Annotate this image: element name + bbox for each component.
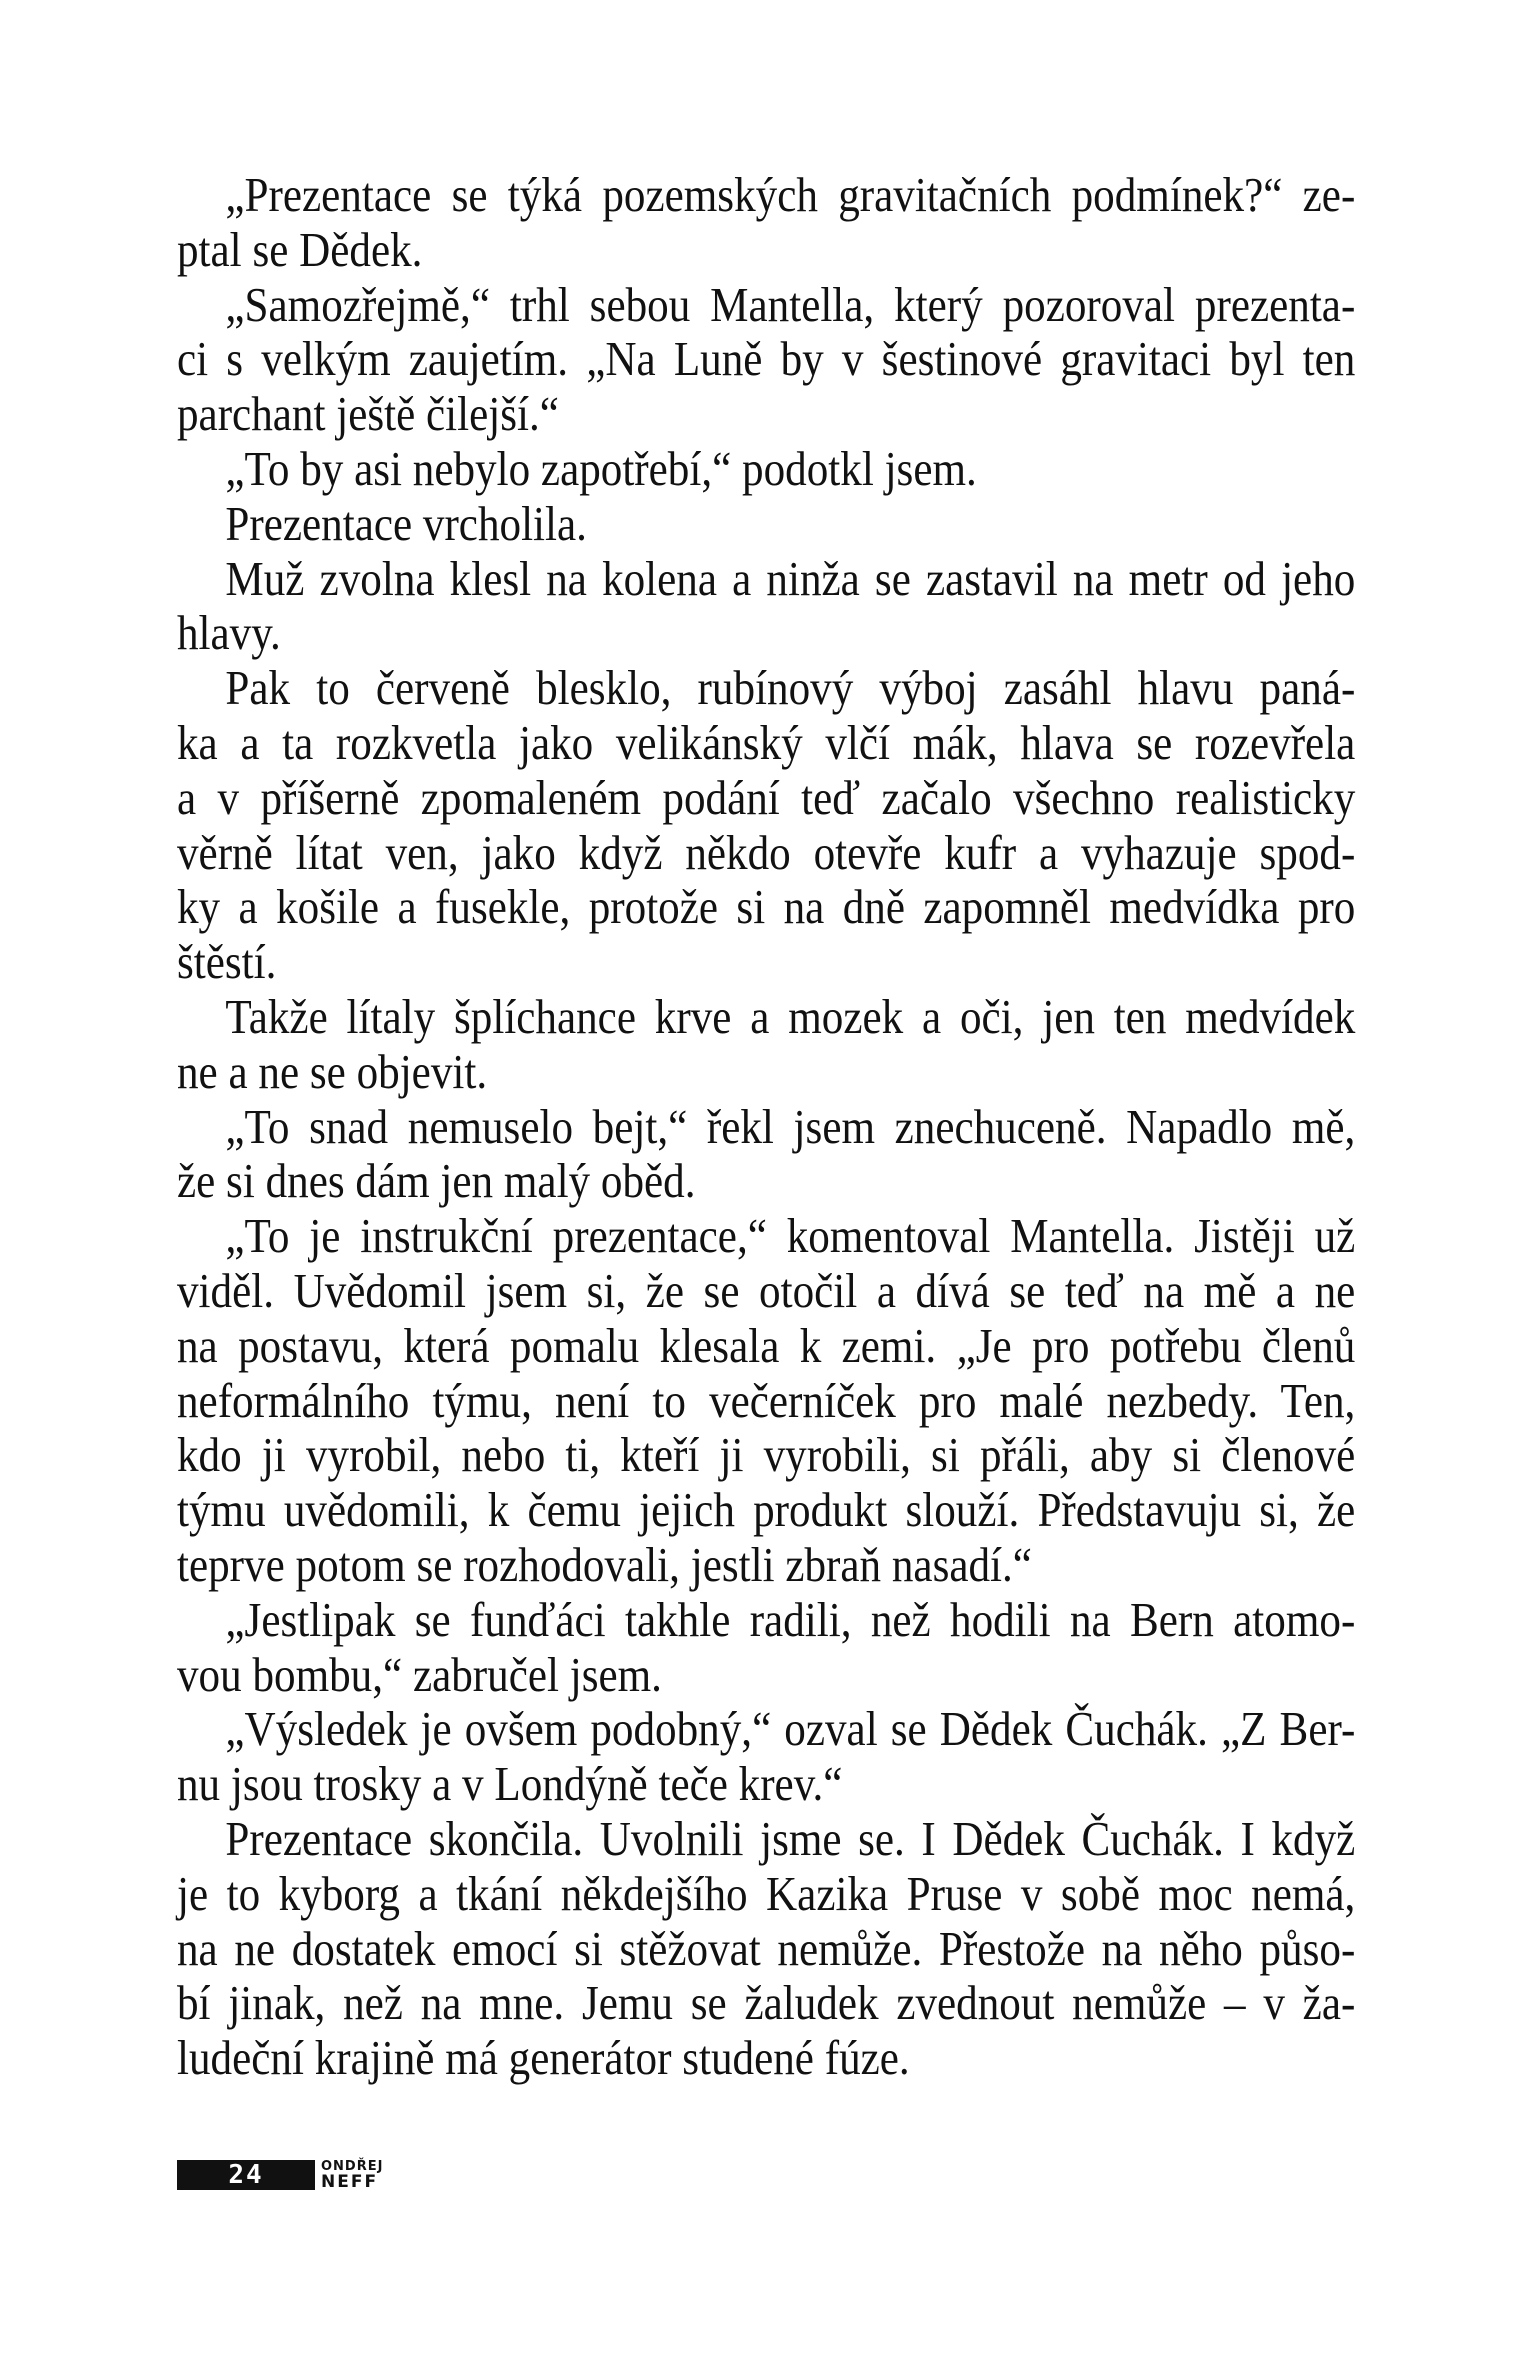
text-line: „To je instrukční prezentace,“ komentoval Mantella. Jistěji už [225,1208,1356,1264]
text-line: viděl. Uvědomil jsem si, že se otočil a dívá se teď na mě a ne [177,1262,1356,1318]
text-line: Pak to červeně blesklo, rubínový výboj zasáhl hlavu paná- [225,660,1356,716]
text-line: Muž zvolna klesl na kolena a ninža se zastavil na metr od jeho [225,550,1356,606]
text-line: na postavu, která pomalu klesala k zemi. „Je pro potřebu členů [177,1317,1356,1373]
text-line: Takže lítaly šplíchance krve a mozek a oči, jen ten medvídek [225,988,1356,1044]
text-line: ka a ta rozkvetla jako velikánský vlčí mák, hlava se rozevřela [177,714,1356,770]
text-line: „Jestlipak se funďáci takhle radili, než hodili na Bern atomo- [225,1591,1356,1647]
text-line: kdo ji vyrobil, nebo ti, kteří ji vyrobili, si přáli, aby si členové [177,1427,1356,1483]
text-line: ky a košile a fusekle, protože si na dně zapomněl medvídka pro [177,879,1356,935]
text-line: Prezentace vrcholila. [225,495,587,551]
text-line: „To by asi nebylo zapotřebí,“ podotkl jsem. [225,440,977,496]
author-last-name: NEFF [321,2171,379,2192]
text-line: neformálního týmu, není to večerníček pro malé nezbedy. Ten, [177,1372,1356,1428]
page-number: 24 [177,2160,315,2190]
text-line: „Samozřejmě,“ trhl sebou Mantella, který pozoroval prezenta- [225,276,1356,332]
text-line: ptal se Dědek. [177,221,423,277]
text-line: „Výsledek je ovšem podobný,“ ozval se Dědek Čuchák. „Z Ber- [225,1701,1356,1757]
text-line: věrně lítat ven, jako když někdo otevře kufr a vyhazuje spod- [177,824,1356,880]
text-line: hlavy. [177,605,281,661]
text-line: parchant ještě čilejší.“ [177,386,559,442]
text-line: „Prezentace se týká pozemských gravitačních podmínek?“ ze- [225,167,1356,222]
text-line: ci s velkým zaujetím. „Na Luně by v šestinové gravitaci byl ten [177,331,1356,387]
page-footer [177,2158,383,2192]
text-line: štěstí. [177,934,277,990]
text-line: teprve potom se rozhodovali, jestli zbraň nasadí.“ [177,1536,1032,1592]
text-line: že si dnes dám jen malý oběd. [177,1153,696,1209]
text-line: vou bombu,“ zabručel jsem. [177,1646,662,1702]
author-first-name: ONDŘEJ [321,2158,384,2174]
text-line: ne a ne se objevit. [177,1043,488,1099]
author-logo [321,2160,383,2191]
text-line: a v příšerně zpomaleném podání teď začalo všechno realisticky [177,769,1356,825]
text-line: na ne dostatek emocí si stěžovat nemůže. Přestože na něho půso- [177,1920,1356,1976]
text-line: ludeční krajině má generátor studené fúze. [177,2030,910,2086]
text-line: nu jsou trosky a v Londýně teče krev.“ [177,1756,843,1812]
text-line: „To snad nemuselo bejt,“ řekl jsem znechuceně. Napadlo mě, [225,1098,1356,1154]
text-line: týmu uvědomili, k čemu jejich produkt slouží. Představuju si, že [177,1482,1356,1538]
text-line: Prezentace skončila. Uvolnili jsme se. I Dědek Čuchák. I když [225,1810,1356,1866]
text-line: je to kyborg a tkání někdejšího Kazika Pruse v sobě moc nemá, [177,1865,1356,1921]
text-line: bí jinak, než na mne. Jemu se žaludek zvednout nemůže – v ža- [177,1975,1356,2031]
body-text [177,168,1355,2086]
